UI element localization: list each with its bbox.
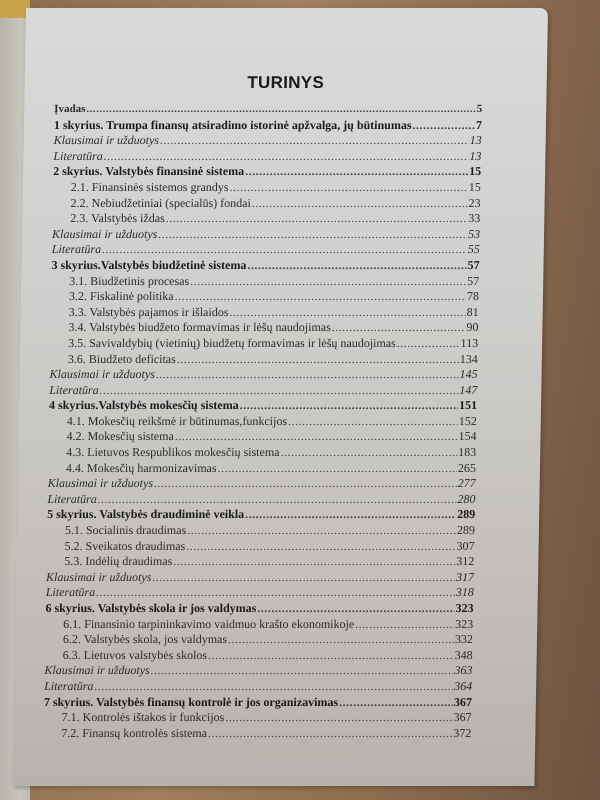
toc-entry-page-number: 81	[466, 304, 479, 319]
toc-entry-section	[46, 539, 474, 555]
toc-entry-section	[50, 336, 478, 352]
toc-leader-dots	[177, 352, 459, 368]
toc-entry-extra	[49, 383, 477, 399]
toc-entry-chapter	[53, 164, 481, 180]
toc-entry-label: 2.3. Valstybės iždas	[70, 211, 165, 226]
toc-leader-dots	[102, 242, 467, 258]
toc-entry-page-number: 90	[466, 320, 479, 335]
toc-entry-intro	[54, 102, 482, 118]
toc-entry-label: 5.2. Sveikatos draudimas	[64, 538, 186, 553]
toc-leader-dots	[208, 726, 453, 742]
toc-entry-label: 7.2. Finansų kontrolės sistema	[61, 725, 208, 740]
toc-entry-page-number: 372	[453, 725, 472, 740]
toc-entry-label: 3.3. Valstybės pajamos ir išlaidos	[68, 304, 229, 319]
toc-leader-dots	[355, 617, 454, 633]
toc-entry-page-number: 364	[454, 678, 473, 693]
toc-leader-dots	[100, 383, 459, 399]
toc-entry-page-number: 277	[457, 476, 476, 491]
toc-entry-page-number: 23	[468, 195, 481, 210]
toc-entry-section	[50, 352, 478, 368]
toc-entry-label: 7.1. Kontrolės ištakos ir funkcijos	[61, 710, 225, 725]
toc-entry-section	[51, 305, 479, 321]
toc-leader-dots	[208, 648, 454, 664]
toc-entry-label: 4 skyrius.Valstybės mokesčių sistema	[48, 398, 239, 413]
toc-entry-label: 2 skyrius. Valstybės finansinė sistema	[53, 164, 245, 179]
toc-leader-dots	[152, 570, 455, 586]
toc-leader-dots	[239, 398, 458, 414]
toc-entry-page-number: 348	[454, 647, 473, 662]
toc-entry-label: 3 skyrius.Valstybės biudžetinė sistema	[51, 257, 247, 272]
toc-entry-label: Klausimai ir užduotys	[49, 367, 156, 382]
toc-entry-page-number: 265	[457, 460, 477, 475]
toc-entry-label: Literatūra	[47, 491, 97, 506]
toc-entry-page-number: 55	[467, 242, 480, 257]
toc-entry-extra	[52, 227, 480, 243]
toc-leader-dots	[252, 196, 468, 212]
toc-entry-section	[43, 726, 471, 742]
toc-leader-dots	[187, 523, 456, 539]
toc-entry-section	[48, 429, 476, 445]
toc-entry-label: 4.2. Mokesčių sistema	[66, 429, 174, 444]
toc-entry-label: Literatūra	[49, 382, 99, 397]
toc-entry-chapter	[47, 507, 475, 523]
toc-entry-section	[52, 196, 480, 212]
toc-entry-label: 7 skyrius. Valstybės finansų kontrolė ir jos organizavimas	[43, 694, 339, 709]
toc-entry-page-number: 307	[456, 538, 475, 553]
toc-entry-page-number: 7	[475, 117, 483, 132]
toc-entry-page-number: 78	[466, 289, 480, 304]
toc-entry-section	[50, 320, 478, 336]
toc-entry-label: 4.3. Lietuvos Respublikos mokesčių sistema	[66, 445, 280, 460]
toc-entry-page-number: 363	[454, 663, 473, 678]
toc-entry-label: 3.2. Fiskalinė politika	[68, 289, 174, 304]
toc-leader-dots	[86, 102, 476, 118]
toc-leader-dots	[104, 149, 469, 165]
toc-leader-dots	[225, 710, 453, 726]
toc-entry-label: 4.4. Mokesčių harmonizavimas	[65, 460, 217, 475]
toc-leader-dots	[174, 289, 466, 305]
toc-entry-label: Literatūra	[53, 148, 103, 163]
toc-entry-page-number: 318	[455, 585, 474, 600]
toc-leader-dots	[228, 632, 454, 648]
toc-entry-label: Įvadas	[54, 103, 86, 115]
toc-entry-chapter	[49, 398, 477, 414]
toc-leader-dots	[245, 164, 468, 180]
toc-leader-dots	[186, 539, 456, 555]
toc-entry-section	[49, 414, 477, 430]
toc-entry-label: 5.1. Socialinis draudimas	[64, 523, 187, 538]
toc-leader-dots	[245, 507, 456, 523]
toc-entry-label: 6 skyrius. Valstybės skola ir jos valdymas	[45, 601, 257, 615]
toc-entry-extra	[53, 149, 481, 165]
toc-entry-label: 3.6. Biudžeto deficitas	[67, 351, 176, 366]
toc-entry-page-number: 367	[453, 710, 472, 725]
toc-entry-section	[45, 648, 473, 664]
toc-leader-dots	[173, 554, 455, 570]
toc-entry-extra	[44, 679, 472, 695]
toc-entry-page-number: 323	[455, 616, 474, 631]
toc-leader-dots	[151, 663, 454, 679]
toc-leader-dots	[94, 679, 453, 695]
page-title: TURINYS	[247, 73, 325, 92]
toc-entry-label: Klausimai ir užduotys	[47, 476, 154, 491]
toc-leader-dots	[229, 180, 468, 196]
toc-leader-dots	[257, 601, 454, 617]
toc-entry-section	[52, 211, 480, 227]
toc-entry-label: 5 skyrius. Valstybės draudiminė veikla	[47, 507, 245, 522]
toc-entry-label: Literatūra	[44, 678, 94, 693]
toc-entry-page-number: 145	[459, 367, 478, 382]
toc-leader-dots	[332, 320, 466, 336]
toc-entry-label: 3.1. Biudžetinis procesas	[69, 273, 190, 288]
toc-entry-extra	[48, 476, 476, 492]
toc-leader-dots	[96, 585, 455, 601]
toc-entry-extra	[52, 242, 480, 258]
toc-entry-page-number: 57	[467, 257, 480, 272]
toc-entry-page-number: 367	[453, 694, 473, 709]
toc-leader-dots	[288, 414, 458, 430]
toc-entry-page-number: 152	[458, 413, 477, 428]
toc-entry-label: Literatūra	[51, 242, 102, 257]
book-page	[12, 8, 548, 786]
toc-entry-extra	[47, 492, 475, 508]
toc-entry-page-number: 183	[458, 445, 477, 460]
toc-leader-dots	[158, 227, 467, 243]
toc-entry-chapter	[51, 258, 479, 274]
toc-entry-page-number: 323	[455, 601, 474, 615]
toc-entry-label: Klausimai ir užduotys	[51, 226, 158, 241]
toc-entry-page-number: 154	[458, 429, 477, 444]
toc-entry-page-number: 332	[454, 632, 474, 647]
toc-entry-section	[48, 445, 476, 461]
toc-leader-dots	[412, 118, 475, 134]
toc-entry-page-number: 15	[469, 164, 482, 179]
toc-entry-chapter	[44, 695, 472, 711]
toc-entry-page-number: 151	[458, 398, 478, 413]
toc-entry-chapter	[54, 118, 482, 134]
toc-leader-dots	[154, 476, 457, 492]
toc-entry-section	[43, 710, 471, 726]
toc-leader-dots	[98, 492, 457, 508]
toc-entry-page-number: 53	[467, 226, 481, 241]
toc-entry-section	[45, 617, 473, 633]
toc-entry-page-number: 280	[457, 491, 476, 506]
toc-leader-dots	[160, 133, 469, 149]
toc-entry-section	[53, 180, 481, 196]
toc-leader-dots	[247, 258, 466, 274]
toc-entry-chapter	[45, 601, 473, 617]
toc-leader-dots	[175, 429, 458, 445]
toc-entry-label: Klausimai ir užduotys	[45, 569, 152, 584]
toc-leader-dots	[166, 211, 468, 227]
toc-leader-dots	[156, 367, 459, 383]
toc-entry-page-number: 57	[467, 273, 480, 288]
toc-entry-page-number: 13	[469, 133, 482, 148]
toc-leader-dots	[339, 695, 453, 711]
toc-entry-section	[47, 523, 475, 539]
toc-entry-page-number: 312	[456, 554, 475, 569]
toc-entry-section	[51, 274, 479, 290]
toc-entry-page-number: 134	[459, 351, 479, 366]
toc-leader-dots	[229, 305, 465, 321]
toc-entry-label: Klausimai ir užduotys	[44, 663, 150, 678]
toc-entry-extra	[54, 133, 482, 149]
toc-entry-label: 1 skyrius. Trumpa finansų atsiradimo istorinė apžvalga, jų būtinumas	[53, 117, 412, 132]
toc-entry-label: 3.4. Valstybės biudžeto formavimas ir lėšų naudojimas	[68, 320, 331, 335]
toc-entry-page-number: 15	[468, 179, 481, 194]
toc-leader-dots	[190, 274, 466, 290]
toc-entry-label: 5.3. Indėlių draudimas	[64, 554, 173, 569]
toc-entry-extra	[46, 585, 474, 601]
toc-entry-page-number: 113	[460, 335, 479, 350]
toc-entry-label: 4.1. Mokesčių reikšmė ir būtinumas,funkcijos	[66, 413, 288, 428]
toc-entry-page-number: 289	[456, 523, 476, 538]
toc-entry-extra	[44, 663, 472, 679]
toc-entry-label: 6.1. Finansinio tarpininkavimo vaidmuo krašto ekonomikoje	[63, 616, 355, 631]
toc-entry-section	[46, 554, 474, 570]
toc-entry-section	[48, 461, 476, 477]
table-of-contents	[43, 102, 482, 741]
toc-entry-label: 6.3. Lietuvos valstybės skolos	[62, 647, 208, 662]
toc-entry-page-number: 33	[468, 211, 481, 226]
toc-entry-page-number: 13	[469, 148, 482, 163]
toc-entry-label: 3.5. Savivaldybių (vietinių) biudžetų formavimas ir lėšų naudojimas	[68, 335, 396, 350]
toc-leader-dots	[217, 461, 457, 477]
toc-entry-label: 6.2. Valstybės skola, jos valdymas	[62, 632, 228, 647]
toc-entry-page-number: 289	[457, 507, 476, 522]
toc-entry-label: Klausimai ir užduotys	[53, 133, 160, 148]
toc-entry-page-number: 5	[476, 103, 483, 115]
toc-leader-dots	[280, 445, 457, 461]
toc-entry-label: Literatūra	[45, 585, 96, 600]
toc-entry-extra	[46, 570, 474, 586]
toc-leader-dots	[397, 336, 460, 352]
toc-entry-section	[45, 632, 473, 648]
toc-entry-label: 2.1. Finansinės sistemos grandys	[70, 179, 229, 194]
toc-entry-section	[51, 289, 479, 305]
toc-entry-label: 2.2. Nebiudžetiniai (specialūs) fondai	[70, 195, 252, 210]
toc-entry-page-number: 317	[455, 569, 475, 584]
toc-entry-page-number: 147	[459, 382, 478, 397]
toc-entry-extra	[49, 367, 477, 383]
